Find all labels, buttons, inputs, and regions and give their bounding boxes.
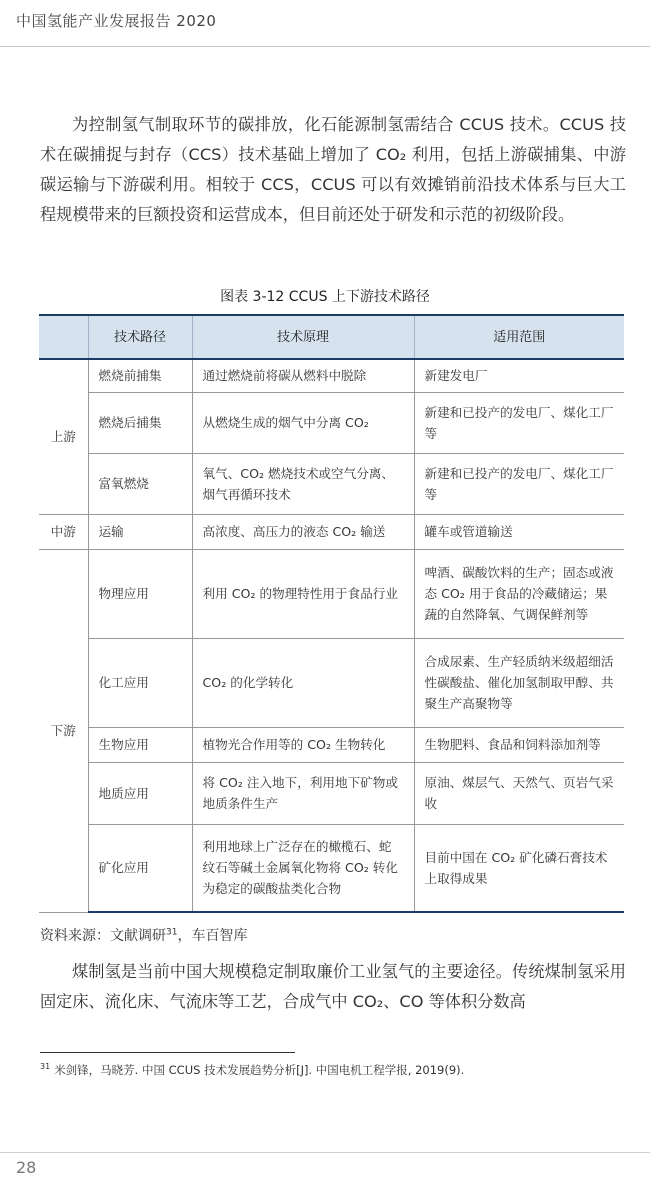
cell-path: 物理应用 <box>88 549 192 638</box>
cell-scope: 新建和已投产的发电厂、煤化工厂等 <box>414 453 624 514</box>
cell-path: 燃烧前捕集 <box>88 359 192 392</box>
cell-path: 生物应用 <box>88 727 192 762</box>
cell-principle: 将 CO₂ 注入地下，利用地下矿物或地质条件生产 <box>192 762 414 824</box>
table-row <box>39 638 624 727</box>
cell-principle: 利用地球上广泛存在的橄榄石、蛇纹石等碱土金属氧化物将 CO₂ 转化为稳定的碳酸盐类化合物 <box>192 824 414 912</box>
footnote-divider <box>40 1052 295 1053</box>
table-row <box>39 453 624 514</box>
table-row <box>39 824 624 912</box>
cell-path: 燃烧后捕集 <box>88 392 192 453</box>
coal-hydrogen-paragraph: 煤制氢是当前中国大规模稳定制取廉价工业氢气的主要途径。传统煤制氢采用固定床、流化床、气流床等工艺，合成气中 CO₂、CO 等体积分数高 <box>40 962 626 1011</box>
header-principle: 技术原理 <box>192 315 414 359</box>
footnote <box>40 1062 464 1078</box>
cell-path: 化工应用 <box>88 638 192 727</box>
cell-scope: 新建和已投产的发电厂、煤化工厂等 <box>414 392 624 453</box>
table-row <box>39 359 624 392</box>
running-header: 中国氢能产业发展报告 2020 <box>16 12 217 30</box>
cell-scope: 原油、煤层气、天然气、页岩气采收 <box>414 762 624 824</box>
source-label: 资料来源：文献调研 <box>40 928 166 944</box>
table-row <box>39 514 624 549</box>
cell-principle: 植物光合作用等的 CO₂ 生物转化 <box>192 727 414 762</box>
source-ref: 31 <box>166 927 178 938</box>
footer-divider <box>0 1152 650 1153</box>
table-caption: 图表 3-12 CCUS 上下游技术路径 <box>220 289 430 305</box>
cell-scope: 啤酒、碳酸饮料的生产；固态或液态 CO₂ 用于食品的冷藏储运；果蔬的自然降氧、气调保鲜剂等 <box>414 549 624 638</box>
cell-principle: 高浓度、高压力的液态 CO₂ 输送 <box>192 514 414 549</box>
cell-principle: CO₂ 的化学转化 <box>192 638 414 727</box>
cell-principle: 通过燃烧前将碳从燃料中脱除 <box>192 359 414 392</box>
cell-scope: 生物肥料、食品和饲料添加剂等 <box>414 727 624 762</box>
table-header-row <box>39 315 624 359</box>
cell-scope: 目前中国在 CO₂ 矿化磷石膏技术上取得成果 <box>414 824 624 912</box>
cell-path: 富氧燃烧 <box>88 453 192 514</box>
header-stage <box>39 315 88 359</box>
cell-scope: 合成尿素、生产轻质纳米级超细活性碳酸盐、催化加氢制取甲醇、共聚生产高聚物等 <box>414 638 624 727</box>
footnote-text: 米剑锋，马晓芳. 中国 CCUS 技术发展趋势分析[J]. 中国电机工程学报, 2019(9). <box>54 1063 465 1077</box>
cell-principle: 利用 CO₂ 的物理特性用于食品行业 <box>192 549 414 638</box>
cell-scope: 新建发电厂 <box>414 359 624 392</box>
cell-path: 矿化应用 <box>88 824 192 912</box>
ccus-table <box>39 314 624 913</box>
header-path: 技术路径 <box>88 315 192 359</box>
stage-midstream: 中游 <box>39 514 88 549</box>
page-number: 28 <box>16 1158 37 1177</box>
source-note <box>40 925 247 945</box>
stage-upstream: 上游 <box>39 359 88 514</box>
table-row <box>39 727 624 762</box>
cell-path: 地质应用 <box>88 762 192 824</box>
table-row <box>39 392 624 453</box>
cell-principle: 从燃烧生成的烟气中分离 CO₂ <box>192 392 414 453</box>
header-divider <box>0 46 650 47</box>
stage-downstream: 下游 <box>39 549 88 912</box>
header-scope: 适用范围 <box>414 315 624 359</box>
table-row <box>39 762 624 824</box>
source-suffix: ，车百智库 <box>177 928 248 944</box>
footnote-number: 31 <box>40 1062 51 1072</box>
intro-paragraph: 为控制氢气制取环节的碳排放，化石能源制氢需结合 CCUS 技术。CCUS 技术在碳捕捉与封存（CCS）技术基础上增加了 CO₂ 利用，包括上游碳捕集、中游碳运输与下游碳利用。相较于 CCS，CCUS 可以有效摊销前沿技术体系与巨大工程规模带来的巨额投资和运营成本，但目前还处于研发和示范的初级阶段。 <box>40 115 626 224</box>
cell-path: 运输 <box>88 514 192 549</box>
cell-scope: 罐车或管道输送 <box>414 514 624 549</box>
cell-principle: 氧气、CO₂ 燃烧技术或空气分离、烟气再循环技术 <box>192 453 414 514</box>
table-row <box>39 549 624 638</box>
